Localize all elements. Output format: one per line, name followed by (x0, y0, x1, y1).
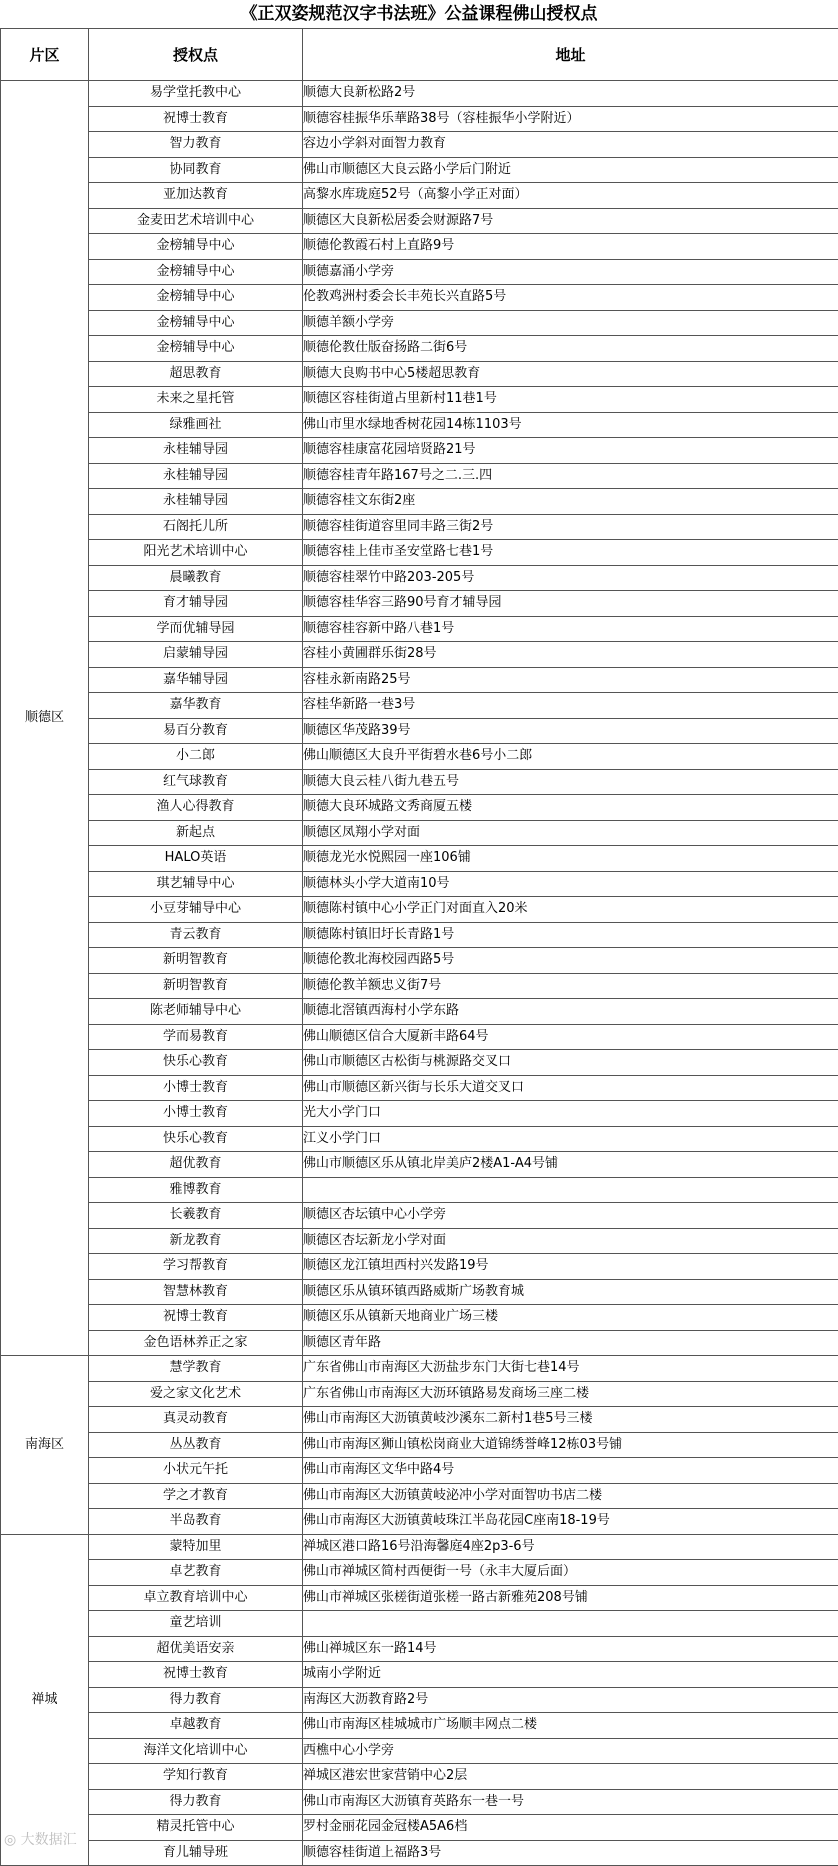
address-cell: 佛山顺德区大良升平街碧水巷6号小二郎 (303, 744, 838, 770)
address-cell: 佛山市顺德区大良云路小学后门附近 (303, 157, 838, 183)
location-name-cell: 学习帮教育 (89, 1254, 303, 1280)
address-cell: 容桂永新南路25号 (303, 667, 838, 693)
address-cell: 顺德区青年路 (303, 1330, 838, 1356)
address-cell: 顺德羊额小学旁 (303, 310, 838, 336)
address-cell: 顺德伦教霞石村上直路9号 (303, 234, 838, 260)
address-cell: 顺德林头小学大道南10号 (303, 871, 838, 897)
district-cell: 禅城 (1, 1534, 89, 1866)
address-cell: 佛山市顺德区古松街与桃源路交叉口 (303, 1050, 838, 1076)
location-name-cell: 丛丛教育 (89, 1432, 303, 1458)
table-row (1, 1330, 838, 1356)
location-name-cell: 阳光艺术培训中心 (89, 540, 303, 566)
table-row (1, 540, 838, 566)
table-row (1, 1254, 838, 1280)
location-name-cell: 学而易教育 (89, 1024, 303, 1050)
address-cell: 西樵中心小学旁 (303, 1738, 838, 1764)
address-cell: 城南小学附近 (303, 1662, 838, 1688)
address-cell (303, 1177, 838, 1203)
address-cell: 顺德陈村镇旧圩长青路1号 (303, 922, 838, 948)
table-row (1, 1152, 838, 1178)
table-row (1, 285, 838, 311)
table-row (1, 106, 838, 132)
address-cell: 佛山市南海区大沥镇育英路东一巷一号 (303, 1789, 838, 1815)
location-name-cell: 金榜辅导中心 (89, 336, 303, 362)
address-cell: 顺德容桂青年路167号之二.三.四 (303, 463, 838, 489)
location-name-cell: 慧学教育 (89, 1356, 303, 1382)
location-name-cell: 金榜辅导中心 (89, 259, 303, 285)
location-name-cell: 快乐心教育 (89, 1126, 303, 1152)
address-cell: 高黎水库珑庭52号（高黎小学正对面） (303, 183, 838, 209)
location-name-cell: 绿雅画社 (89, 412, 303, 438)
address-cell: 顺德容桂文东街2座 (303, 489, 838, 515)
table-row (1, 310, 838, 336)
location-name-cell: 得力教育 (89, 1687, 303, 1713)
location-name-cell: 卓艺教育 (89, 1560, 303, 1586)
address-cell: 罗村金丽花园金冠楼A5A6档 (303, 1815, 838, 1841)
table-row (1, 1764, 838, 1790)
table-row (1, 1075, 838, 1101)
table-row (1, 1789, 838, 1815)
location-name-cell: 海洋文化培训中心 (89, 1738, 303, 1764)
table-row (1, 616, 838, 642)
table-row (1, 387, 838, 413)
location-name-cell: 新起点 (89, 820, 303, 846)
table-row (1, 1636, 838, 1662)
address-cell: 顺德北滘镇西海村小学东路 (303, 999, 838, 1025)
table-row (1, 693, 838, 719)
location-name-cell: 启蒙辅导园 (89, 642, 303, 668)
location-name-cell: 智力教育 (89, 132, 303, 158)
address-cell: 佛山市里水绿地香树花园14栋1103号 (303, 412, 838, 438)
address-cell: 佛山市顺德区乐从镇北岸美庐2楼A1-A4号铺 (303, 1152, 838, 1178)
location-name-cell: 金色语林养正之家 (89, 1330, 303, 1356)
address-cell: 顺德区容桂街道占里新村11巷1号 (303, 387, 838, 413)
address-cell: 顺德区乐从镇新天地商业广场三楼 (303, 1305, 838, 1331)
address-cell: 佛山市顺德区新兴街与长乐大道交叉口 (303, 1075, 838, 1101)
address-cell: 佛山市南海区狮山镇松岗商业大道锦绣誉峰12栋03号铺 (303, 1432, 838, 1458)
location-name-cell: 学之才教育 (89, 1483, 303, 1509)
address-cell: 顺德容桂振华乐華路38号（容桂振华小学附近） (303, 106, 838, 132)
table-row (1, 132, 838, 158)
address-cell: 佛山市南海区大沥镇黄岐泌冲小学对面智叻书店二楼 (303, 1483, 838, 1509)
table-row (1, 846, 838, 872)
header-name: 授权点 (89, 29, 303, 81)
table-row (1, 948, 838, 974)
table-row (1, 1585, 838, 1611)
address-cell: 顺德伦教北海校园西路5号 (303, 948, 838, 974)
address-cell: 顺德区华茂路39号 (303, 718, 838, 744)
address-cell: 佛山市禅城区简村西便街一号（永丰大厦后面） (303, 1560, 838, 1586)
table-row (1, 412, 838, 438)
address-cell: 顺德容桂翠竹中路203-205号 (303, 565, 838, 591)
table-row (1, 361, 838, 387)
table-row (1, 1534, 838, 1560)
table-row (1, 81, 838, 107)
location-name-cell: 永桂辅导园 (89, 463, 303, 489)
table-row (1, 1687, 838, 1713)
location-name-cell: 长羲教育 (89, 1203, 303, 1229)
location-name-cell: 新明智教育 (89, 973, 303, 999)
header-address: 地址 (303, 29, 838, 81)
address-cell: 顺德大良环城路文秀商厦五楼 (303, 795, 838, 821)
address-cell: 顺德区杏坛镇中心小学旁 (303, 1203, 838, 1229)
table-row (1, 667, 838, 693)
address-cell: 佛山市南海区大沥镇黄岐珠江半岛花园C座南18-19号 (303, 1509, 838, 1535)
location-name-cell: 永桂辅导园 (89, 438, 303, 464)
location-name-cell: 超优美语安亲 (89, 1636, 303, 1662)
table-row (1, 820, 838, 846)
table-row (1, 718, 838, 744)
table-row (1, 183, 838, 209)
location-name-cell: 青云教育 (89, 922, 303, 948)
table-row (1, 259, 838, 285)
address-cell: 顺德容桂华容三路90号育才辅导园 (303, 591, 838, 617)
location-name-cell: 金榜辅导中心 (89, 285, 303, 311)
table-row (1, 1101, 838, 1127)
address-cell: 顺德容桂康富花园培贤路21号 (303, 438, 838, 464)
location-name-cell: 卓越教育 (89, 1713, 303, 1739)
address-cell: 顺德大良云桂八街九巷五号 (303, 769, 838, 795)
table-row (1, 1432, 838, 1458)
district-cell: 顺德区 (1, 81, 89, 1356)
location-name-cell: 未来之星托管 (89, 387, 303, 413)
address-cell: 南海区大沥教育路2号 (303, 1687, 838, 1713)
address-cell: 顺德容桂容新中路八巷1号 (303, 616, 838, 642)
table-row (1, 438, 838, 464)
address-cell: 伦教鸡洲村委会长丰苑长兴直路5号 (303, 285, 838, 311)
address-cell: 江义小学门口 (303, 1126, 838, 1152)
table-row (1, 1662, 838, 1688)
location-name-cell: 新龙教育 (89, 1228, 303, 1254)
location-name-cell: 小博士教育 (89, 1101, 303, 1127)
address-cell: 广东省佛山市南海区大沥盐步东门大街七巷14号 (303, 1356, 838, 1382)
location-name-cell: 真灵动教育 (89, 1407, 303, 1433)
table-header-row (1, 29, 838, 81)
location-name-cell: 金麦田艺术培训中心 (89, 208, 303, 234)
table-row (1, 1738, 838, 1764)
location-name-cell: 育才辅导园 (89, 591, 303, 617)
location-name-cell: 得力教育 (89, 1789, 303, 1815)
table-row (1, 1560, 838, 1586)
address-cell: 顺德区龙江镇坦西村兴发路19号 (303, 1254, 838, 1280)
table-row (1, 1381, 838, 1407)
location-name-cell: 半岛教育 (89, 1509, 303, 1535)
location-name-cell: 小状元午托 (89, 1458, 303, 1484)
district-cell: 南海区 (1, 1356, 89, 1535)
table-row (1, 1483, 838, 1509)
address-cell: 顺德容桂上佳市圣安堂路七巷1号 (303, 540, 838, 566)
table-row (1, 489, 838, 515)
table-row (1, 1713, 838, 1739)
location-name-cell: 祝博士教育 (89, 1662, 303, 1688)
address-cell: 容桂华新路一巷3号 (303, 693, 838, 719)
location-name-cell: 陈老师辅导中心 (89, 999, 303, 1025)
location-name-cell: 易学堂托教中心 (89, 81, 303, 107)
location-name-cell: 卓立教育培训中心 (89, 1585, 303, 1611)
location-name-cell: 智慧林教育 (89, 1279, 303, 1305)
location-name-cell: 蒙特加里 (89, 1534, 303, 1560)
address-cell: 顺德嘉涌小学旁 (303, 259, 838, 285)
table-row (1, 922, 838, 948)
location-name-cell: 嘉华教育 (89, 693, 303, 719)
address-cell: 光大小学门口 (303, 1101, 838, 1127)
address-cell: 顺德容桂街道容里同丰路三街2号 (303, 514, 838, 540)
address-cell: 顺德大良新松路2号 (303, 81, 838, 107)
table-row (1, 744, 838, 770)
address-cell: 禅城区港宏世家营销中心2层 (303, 1764, 838, 1790)
location-name-cell: 超优教育 (89, 1152, 303, 1178)
address-cell: 顺德容桂街道上福路3号 (303, 1840, 838, 1866)
location-name-cell: 育儿辅导班 (89, 1840, 303, 1866)
location-name-cell: 祝博士教育 (89, 1305, 303, 1331)
table-row (1, 514, 838, 540)
location-name-cell: 快乐心教育 (89, 1050, 303, 1076)
address-cell (303, 1611, 838, 1637)
table-row (1, 208, 838, 234)
location-name-cell: 石阁托儿所 (89, 514, 303, 540)
authorization-table (0, 28, 838, 1866)
location-name-cell: 易百分教育 (89, 718, 303, 744)
location-name-cell: 红气球教育 (89, 769, 303, 795)
table-row (1, 157, 838, 183)
table-row (1, 973, 838, 999)
location-name-cell: 亚加达教育 (89, 183, 303, 209)
table-row (1, 463, 838, 489)
table-row (1, 591, 838, 617)
location-name-cell: 学知行教育 (89, 1764, 303, 1790)
address-cell: 顺德伦教羊额忠义街7号 (303, 973, 838, 999)
location-name-cell: 雅博教育 (89, 1177, 303, 1203)
address-cell: 顺德区凤翔小学对面 (303, 820, 838, 846)
address-cell: 容边小学斜对面智力教育 (303, 132, 838, 158)
location-name-cell: 金榜辅导中心 (89, 310, 303, 336)
table-row (1, 1509, 838, 1535)
table-row (1, 795, 838, 821)
table-row (1, 769, 838, 795)
table-row (1, 897, 838, 923)
address-cell: 佛山禅城区东一路14号 (303, 1636, 838, 1662)
address-cell: 佛山市南海区大沥镇黄岐沙溪东二新村1巷5号三楼 (303, 1407, 838, 1433)
table-row (1, 1279, 838, 1305)
address-cell: 佛山市南海区文华中路4号 (303, 1458, 838, 1484)
location-name-cell: 超思教育 (89, 361, 303, 387)
location-name-cell: 永桂辅导园 (89, 489, 303, 515)
location-name-cell: 学而优辅导园 (89, 616, 303, 642)
table-row (1, 1815, 838, 1841)
address-cell: 佛山顺德区信合大厦新丰路64号 (303, 1024, 838, 1050)
table-row (1, 1126, 838, 1152)
address-cell: 顺德区大良新松居委会财源路7号 (303, 208, 838, 234)
table-row (1, 336, 838, 362)
address-cell: 佛山市南海区桂城城市广场顺丰网点二楼 (303, 1713, 838, 1739)
table-row (1, 999, 838, 1025)
location-name-cell: 小豆芽辅导中心 (89, 897, 303, 923)
location-name-cell: 晨曦教育 (89, 565, 303, 591)
location-name-cell: HALO英语 (89, 846, 303, 872)
location-name-cell: 小二郎 (89, 744, 303, 770)
location-name-cell: 爱之家文化艺术 (89, 1381, 303, 1407)
table-row (1, 1407, 838, 1433)
location-name-cell: 渔人心得教育 (89, 795, 303, 821)
table-row (1, 1024, 838, 1050)
address-cell: 广东省佛山市南海区大沥环镇路易发商场三座二楼 (303, 1381, 838, 1407)
table-row (1, 1228, 838, 1254)
table-row (1, 1611, 838, 1637)
header-district: 片区 (1, 29, 89, 81)
address-cell: 顺德伦教仕版奋扬路二街6号 (303, 336, 838, 362)
location-name-cell: 金榜辅导中心 (89, 234, 303, 260)
address-cell: 顺德区杏坛新龙小学对面 (303, 1228, 838, 1254)
table-row (1, 1458, 838, 1484)
address-cell: 顺德龙光水悦熙园一座106铺 (303, 846, 838, 872)
location-name-cell: 协同教育 (89, 157, 303, 183)
location-name-cell: 祝博士教育 (89, 106, 303, 132)
location-name-cell: 童艺培训 (89, 1611, 303, 1637)
table-row (1, 1305, 838, 1331)
address-cell: 顺德陈村镇中心小学正门对面直入20米 (303, 897, 838, 923)
table-row (1, 642, 838, 668)
address-cell: 顺德大良购书中心5楼超思教育 (303, 361, 838, 387)
table-row (1, 1203, 838, 1229)
address-cell: 禅城区港口路16号沿海馨庭4座2p3-6号 (303, 1534, 838, 1560)
location-name-cell: 精灵托管中心 (89, 1815, 303, 1841)
table-body (1, 81, 838, 1866)
table-row (1, 871, 838, 897)
address-cell: 佛山市禅城区张槎街道张槎一路古新雅苑208号铺 (303, 1585, 838, 1611)
address-cell: 顺德区乐从镇环镇西路威斯广场教育城 (303, 1279, 838, 1305)
table-row (1, 1050, 838, 1076)
table-row (1, 1177, 838, 1203)
location-name-cell: 嘉华辅导园 (89, 667, 303, 693)
table-row (1, 565, 838, 591)
location-name-cell: 新明智教育 (89, 948, 303, 974)
location-name-cell: 小博士教育 (89, 1075, 303, 1101)
watermark-logo: ◎ 大数据汇 (4, 1829, 77, 1849)
location-name-cell: 琪艺辅导中心 (89, 871, 303, 897)
page-title: 《正双姿规范汉字书法班》公益课程佛山授权点 (0, 0, 838, 28)
table-row (1, 1356, 838, 1382)
table-row (1, 234, 838, 260)
address-cell: 容桂小黄圃群乐街28号 (303, 642, 838, 668)
